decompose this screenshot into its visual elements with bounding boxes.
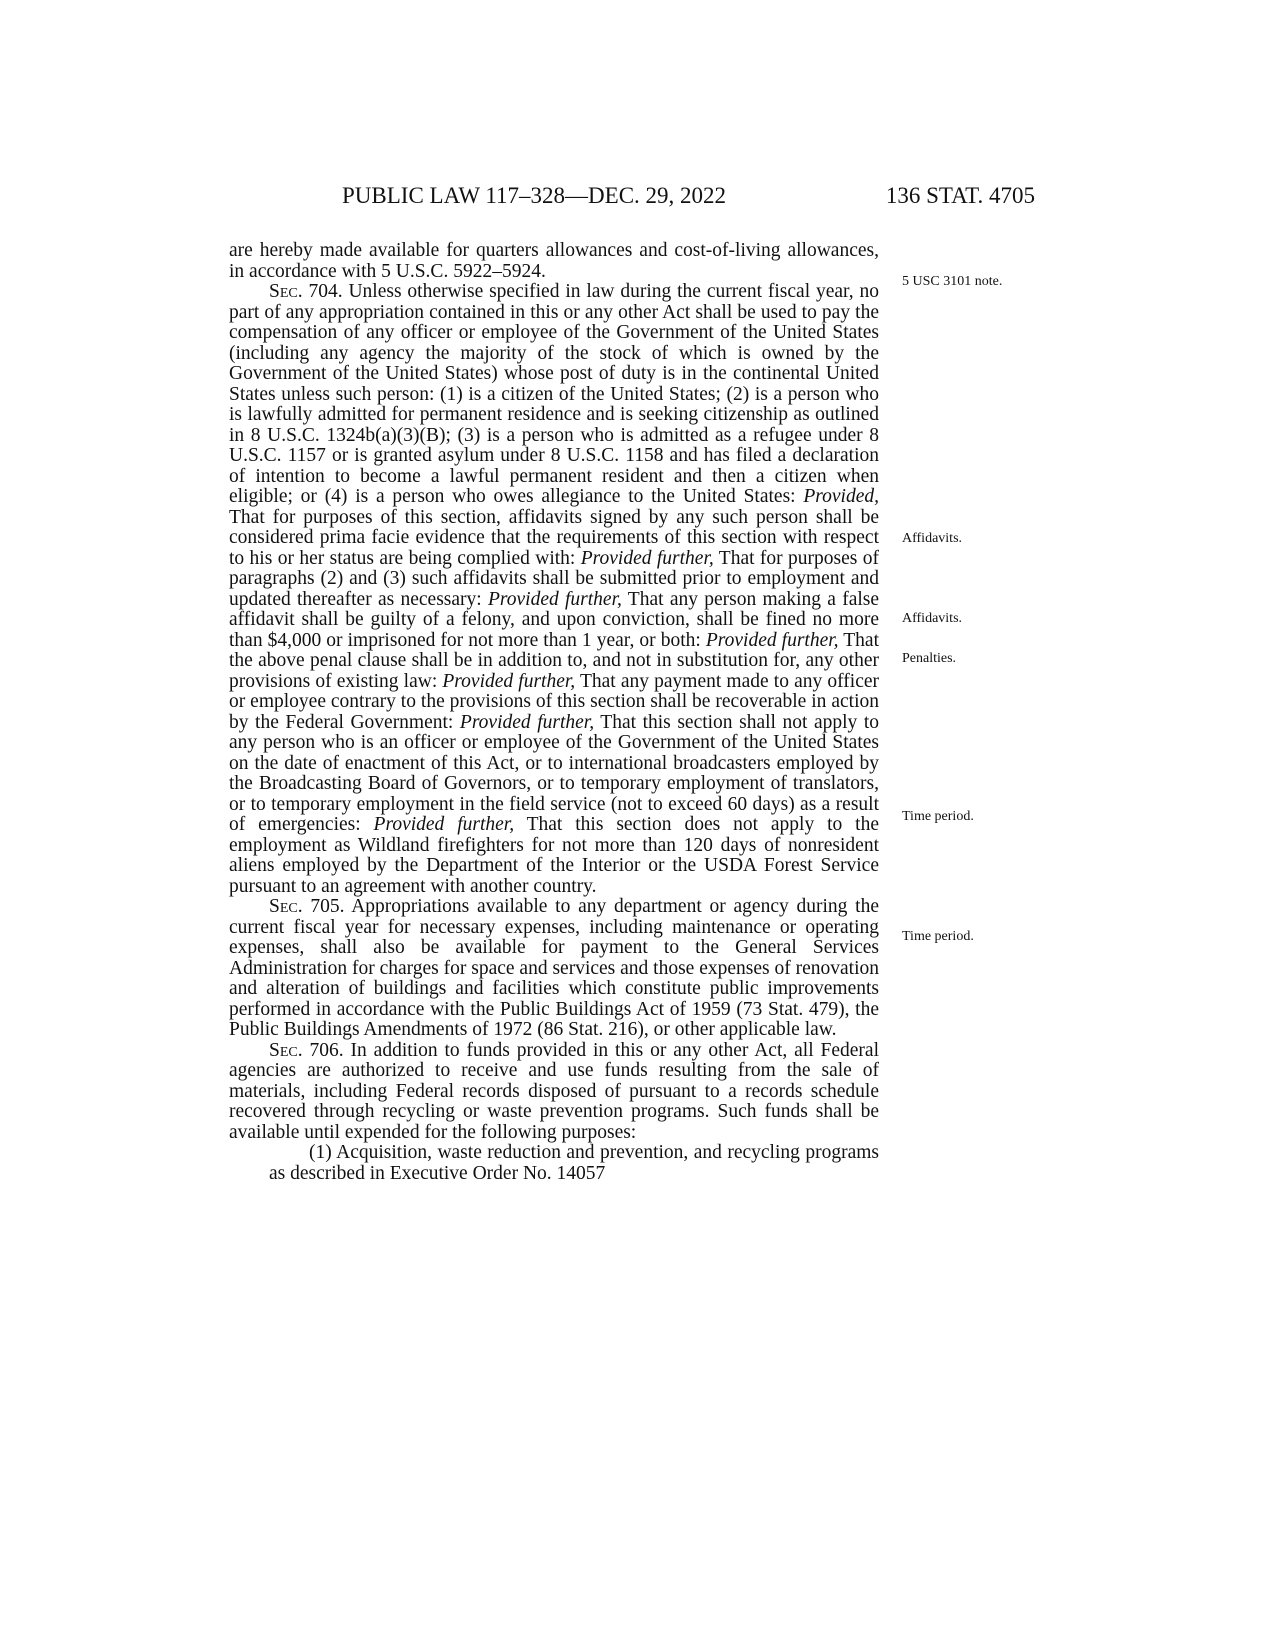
running-title: PUBLIC LAW 117–328—DEC. 29, 2022 — [342, 183, 727, 208]
proviso-italic: Provided further, — [373, 814, 515, 835]
text-run: That this section shall not apply to any person who is an officer or employee of the Government of the United States on the date of enactment of this Act, or to international broadcasters employed by the Broadcasting Board of Governors, or to temporary employment of translators, or to temporary employment in the field service (not to exceed 60 days) as a result of emergencies: — [229, 711, 880, 835]
text-run: are hereby made available for quarters allowances and cost-of-living allowances, in accordance with 5 U.S.C. 5922–5924. — [229, 240, 879, 282]
text-run: That the above penal clause shall be in addition to, and not in substitution for, any other provisions of existing law: — [229, 629, 879, 692]
text-run: . 704. Unless otherwise specified in law during the current fiscal year, no part of any appropriation contained in this or any other Act shall be used to pay the compensation of any officer or employee of the Government of the United States (including any agency the majority of the stock of which is owned by the Government of the United States) whose post of duty is in the continental United States unless such person: (1) is a citizen of the United States; (2) is a person who is lawfully admitted for permanent residence and is seeking citizenship as outlined in 8 U.S.C. 1324b(a)(3)(B); (3) is a person who is admitted as a refugee under 8 U.S.C. 1157 or is granted asylum under 8 U.S.C. 1158 and has filed a declaration of intention to become a lawful permanent resident and then a citizen when eligible; or (4) is a person who owes allegiance to the United States: — [229, 281, 879, 507]
law-text-body — [229, 241, 879, 1184]
proviso-italic: Provided, — [803, 486, 879, 507]
section-label: Sec — [269, 281, 298, 302]
section-paragraph — [229, 1041, 879, 1144]
proviso-italic: Provided further, — [580, 547, 714, 569]
section-label: Sec — [269, 1039, 298, 1061]
proviso-italic: Provided further, — [459, 711, 595, 733]
section-label: Sec — [269, 896, 298, 917]
section-paragraph — [229, 897, 879, 1041]
margin-note: Affidavits. — [902, 611, 963, 626]
margin-note: Time period. — [902, 809, 974, 824]
margin-note: Time period. — [902, 929, 974, 944]
section-paragraph — [229, 241, 879, 282]
text-run: That any person making a false affidavit shall be guilty of a felony, and upon conviction, shall be fined no more than $4,000 or imprisoned for not more than 1 year, or both: — [229, 588, 880, 651]
list-item — [229, 1143, 879, 1184]
text-run: That for purposes of this section, affidavits signed by any such person shall be considered prima facie evidence that the requirements of this section with respect to his or her status are being complied with: — [229, 506, 879, 569]
text-run: That any payment made to any officer or employee contrary to the provisions of this section shall be recoverable in action by the Federal Government: — [229, 670, 879, 733]
section-paragraph — [229, 282, 879, 897]
margin-note: Penalties. — [902, 651, 957, 666]
proviso-italic: Provided further, — [487, 588, 622, 610]
proviso-italic: Provided further, — [705, 629, 839, 651]
text-run: That this section does not apply to the employment as Wildland firefighters for not more than 120 days of nonresident aliens employed by the Department of the Interior or the USDA Forest Service pursuant to an agreement with another country. — [229, 814, 879, 897]
text-run: That for purposes of paragraphs (2) and (3) such affidavits shall be submitted prior to employment and updated thereafter as necessary: — [229, 547, 879, 610]
text-run: (1) Acquisition, waste reduction and prevention, and recycling programs as described in Executive Order No. 14057 — [269, 1142, 879, 1184]
page-header — [0, 183, 1275, 213]
statute-page-number: 136 STAT. 4705 — [885, 183, 1035, 208]
proviso-italic: Provided further, — [442, 670, 576, 692]
text-run: . 706. In addition to funds provided in this or any other Act, all Federal agencies are authorized to receive and use funds resulting from the sale of materials, including Federal records disposed of pursuant to a records schedule recovered through recycling or waste prevention programs. Such funds shall be available until expended for the following purposes: — [229, 1039, 879, 1143]
text-run: . 705. Appropriations available to any department or agency during the current fiscal year for necessary expenses, including maintenance or operating expenses, shall also be available for payment to the General Services Administration for charges for space and services and those expenses of renovation and alteration of buildings and facilities which constitute public improvements performed in accordance with the Public Buildings Act of 1959 (73 Stat. 479), the Public Buildings Amendments of 1972 (86 Stat. 216), or other applicable law. — [229, 896, 879, 1040]
margin-note: Affidavits. — [902, 531, 963, 546]
margin-note: 5 USC 3101 note. — [902, 274, 1003, 289]
